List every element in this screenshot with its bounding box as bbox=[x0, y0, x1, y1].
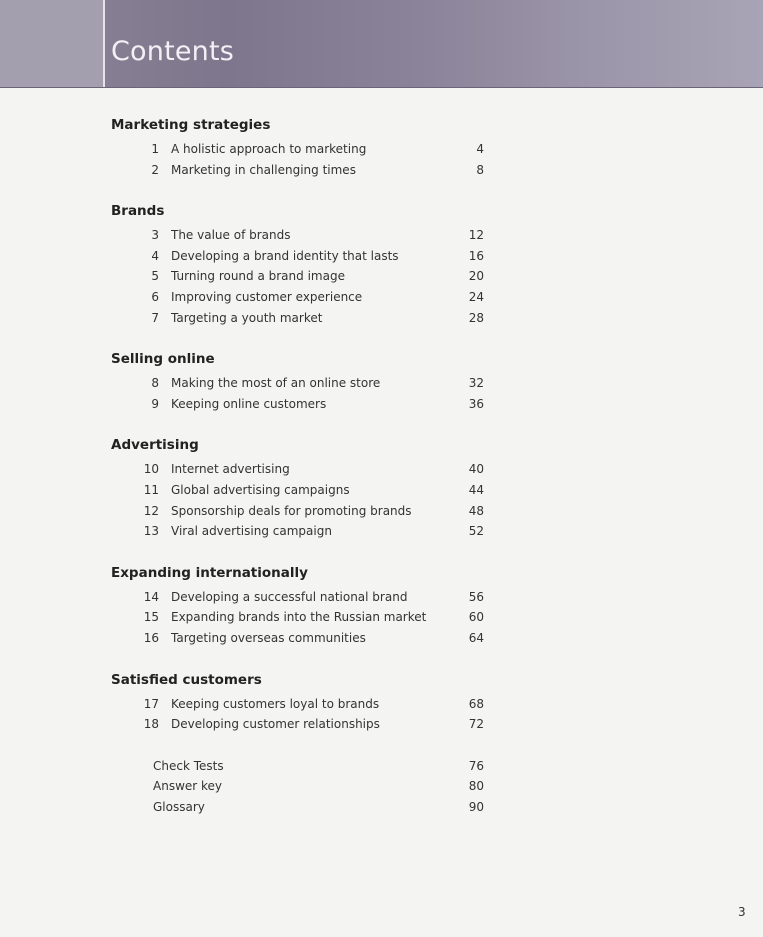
toc-entry[interactable] bbox=[0, 607, 763, 628]
unit-number: 18 bbox=[143, 717, 159, 732]
unit-title: Keeping online customers bbox=[171, 396, 327, 411]
header-banner bbox=[0, 0, 763, 88]
unit-title: Improving customer experience bbox=[171, 289, 363, 304]
unit-number: 7 bbox=[151, 310, 159, 325]
page-ref: 68 bbox=[468, 696, 484, 711]
page-ref: 36 bbox=[468, 396, 484, 411]
toc-section bbox=[0, 435, 763, 541]
unit-title: Turning round a brand image bbox=[171, 269, 345, 284]
page-ref: 24 bbox=[468, 289, 484, 304]
toc-section bbox=[0, 115, 763, 180]
toc-entry[interactable] bbox=[0, 139, 763, 160]
toc-entry[interactable] bbox=[0, 225, 763, 246]
unit-title: Sponsorship deals for promoting brands bbox=[171, 503, 412, 518]
unit-title: Developing a brand identity that lasts bbox=[171, 248, 399, 263]
toc-section bbox=[0, 563, 763, 649]
unit-number: 11 bbox=[143, 482, 159, 497]
unit-title: A holistic approach to marketing bbox=[171, 142, 367, 156]
page-ref: 52 bbox=[468, 524, 484, 539]
page-ref: 90 bbox=[468, 799, 484, 814]
toc-entry[interactable] bbox=[0, 459, 763, 480]
unit-number: 9 bbox=[151, 396, 159, 411]
unit-title: Viral advertising campaign bbox=[171, 524, 332, 539]
toc-section bbox=[0, 201, 763, 328]
page-ref: 8 bbox=[476, 162, 484, 177]
unit-title: Global advertising campaigns bbox=[171, 482, 350, 497]
toc-entry[interactable] bbox=[0, 246, 763, 267]
unit-number: 3 bbox=[151, 228, 159, 243]
toc-entry[interactable] bbox=[0, 480, 763, 501]
section-heading: Brands bbox=[111, 203, 165, 220]
unit-number: 16 bbox=[143, 630, 159, 645]
toc-entry[interactable] bbox=[0, 587, 763, 608]
unit-title: Developing customer relationships bbox=[171, 717, 380, 732]
unit-title: Keeping customers loyal to brands bbox=[171, 696, 380, 711]
page-ref: 32 bbox=[468, 376, 484, 391]
unit-number: 8 bbox=[151, 376, 159, 391]
page-ref: 60 bbox=[468, 610, 484, 625]
unit-title: Expanding brands into the Russian market bbox=[171, 610, 427, 625]
toc-entry[interactable] bbox=[0, 797, 763, 818]
page-ref: 56 bbox=[468, 589, 484, 604]
toc-entry[interactable] bbox=[0, 756, 763, 777]
entry-title: Glossary bbox=[153, 799, 205, 814]
unit-title: Internet advertising bbox=[171, 462, 290, 477]
page-title: Contents bbox=[111, 36, 235, 67]
section-heading: Satisfied customers bbox=[111, 671, 262, 688]
unit-title: Making the most of an online store bbox=[171, 376, 381, 391]
page-ref: 64 bbox=[468, 630, 484, 645]
page-ref: 44 bbox=[468, 482, 484, 497]
toc-entry[interactable] bbox=[0, 394, 763, 415]
toc-section bbox=[0, 349, 763, 414]
toc-entry[interactable] bbox=[0, 628, 763, 649]
toc-section bbox=[0, 670, 763, 735]
toc-entry[interactable] bbox=[0, 776, 763, 797]
page-ref: 16 bbox=[468, 248, 484, 263]
page-ref: 20 bbox=[468, 269, 484, 284]
toc-entry[interactable] bbox=[0, 160, 763, 181]
page-number: 3 bbox=[738, 905, 746, 919]
toc-entry[interactable] bbox=[0, 287, 763, 308]
toc-entry[interactable] bbox=[0, 266, 763, 287]
unit-title: Marketing in challenging times bbox=[171, 162, 356, 177]
unit-number: 6 bbox=[151, 289, 159, 304]
entry-title: Check Tests bbox=[153, 758, 224, 773]
unit-title: The value of brands bbox=[171, 228, 291, 243]
page-ref: 4 bbox=[476, 142, 484, 156]
unit-title: Targeting a youth market bbox=[171, 310, 323, 325]
unit-number: 17 bbox=[143, 696, 159, 711]
unit-number: 13 bbox=[143, 524, 159, 539]
section-heading: Advertising bbox=[111, 437, 199, 454]
unit-number: 15 bbox=[143, 610, 159, 625]
unit-number: 1 bbox=[151, 142, 159, 156]
unit-number: 12 bbox=[143, 503, 159, 518]
toc-entry[interactable] bbox=[0, 308, 763, 329]
section-heading: Marketing strategies bbox=[111, 117, 271, 133]
page-ref: 28 bbox=[468, 310, 484, 325]
page-ref: 72 bbox=[468, 717, 484, 732]
section-heading: Selling online bbox=[111, 351, 215, 368]
unit-number: 2 bbox=[151, 162, 159, 177]
unit-number: 4 bbox=[151, 248, 159, 263]
unit-number: 5 bbox=[151, 269, 159, 284]
toc-entry[interactable] bbox=[0, 373, 763, 394]
toc-entry[interactable] bbox=[0, 521, 763, 542]
unit-number: 10 bbox=[143, 462, 159, 477]
toc-entry[interactable] bbox=[0, 501, 763, 522]
unit-number: 14 bbox=[143, 589, 159, 604]
entry-title: Answer key bbox=[153, 779, 223, 794]
toc-entry[interactable] bbox=[0, 714, 763, 735]
header-side-strip bbox=[0, 0, 105, 87]
page-ref: 12 bbox=[468, 228, 484, 243]
unit-title: Developing a successful national brand bbox=[171, 589, 408, 604]
toc-extras bbox=[0, 756, 763, 818]
unit-title: Targeting overseas communities bbox=[171, 630, 366, 645]
section-heading: Expanding internationally bbox=[111, 564, 308, 581]
page-ref: 48 bbox=[468, 503, 484, 518]
page-ref: 80 bbox=[468, 779, 484, 794]
toc-entry[interactable] bbox=[0, 694, 763, 715]
table-of-contents bbox=[0, 115, 763, 838]
page-ref: 76 bbox=[468, 758, 484, 773]
page-ref: 40 bbox=[468, 462, 484, 477]
